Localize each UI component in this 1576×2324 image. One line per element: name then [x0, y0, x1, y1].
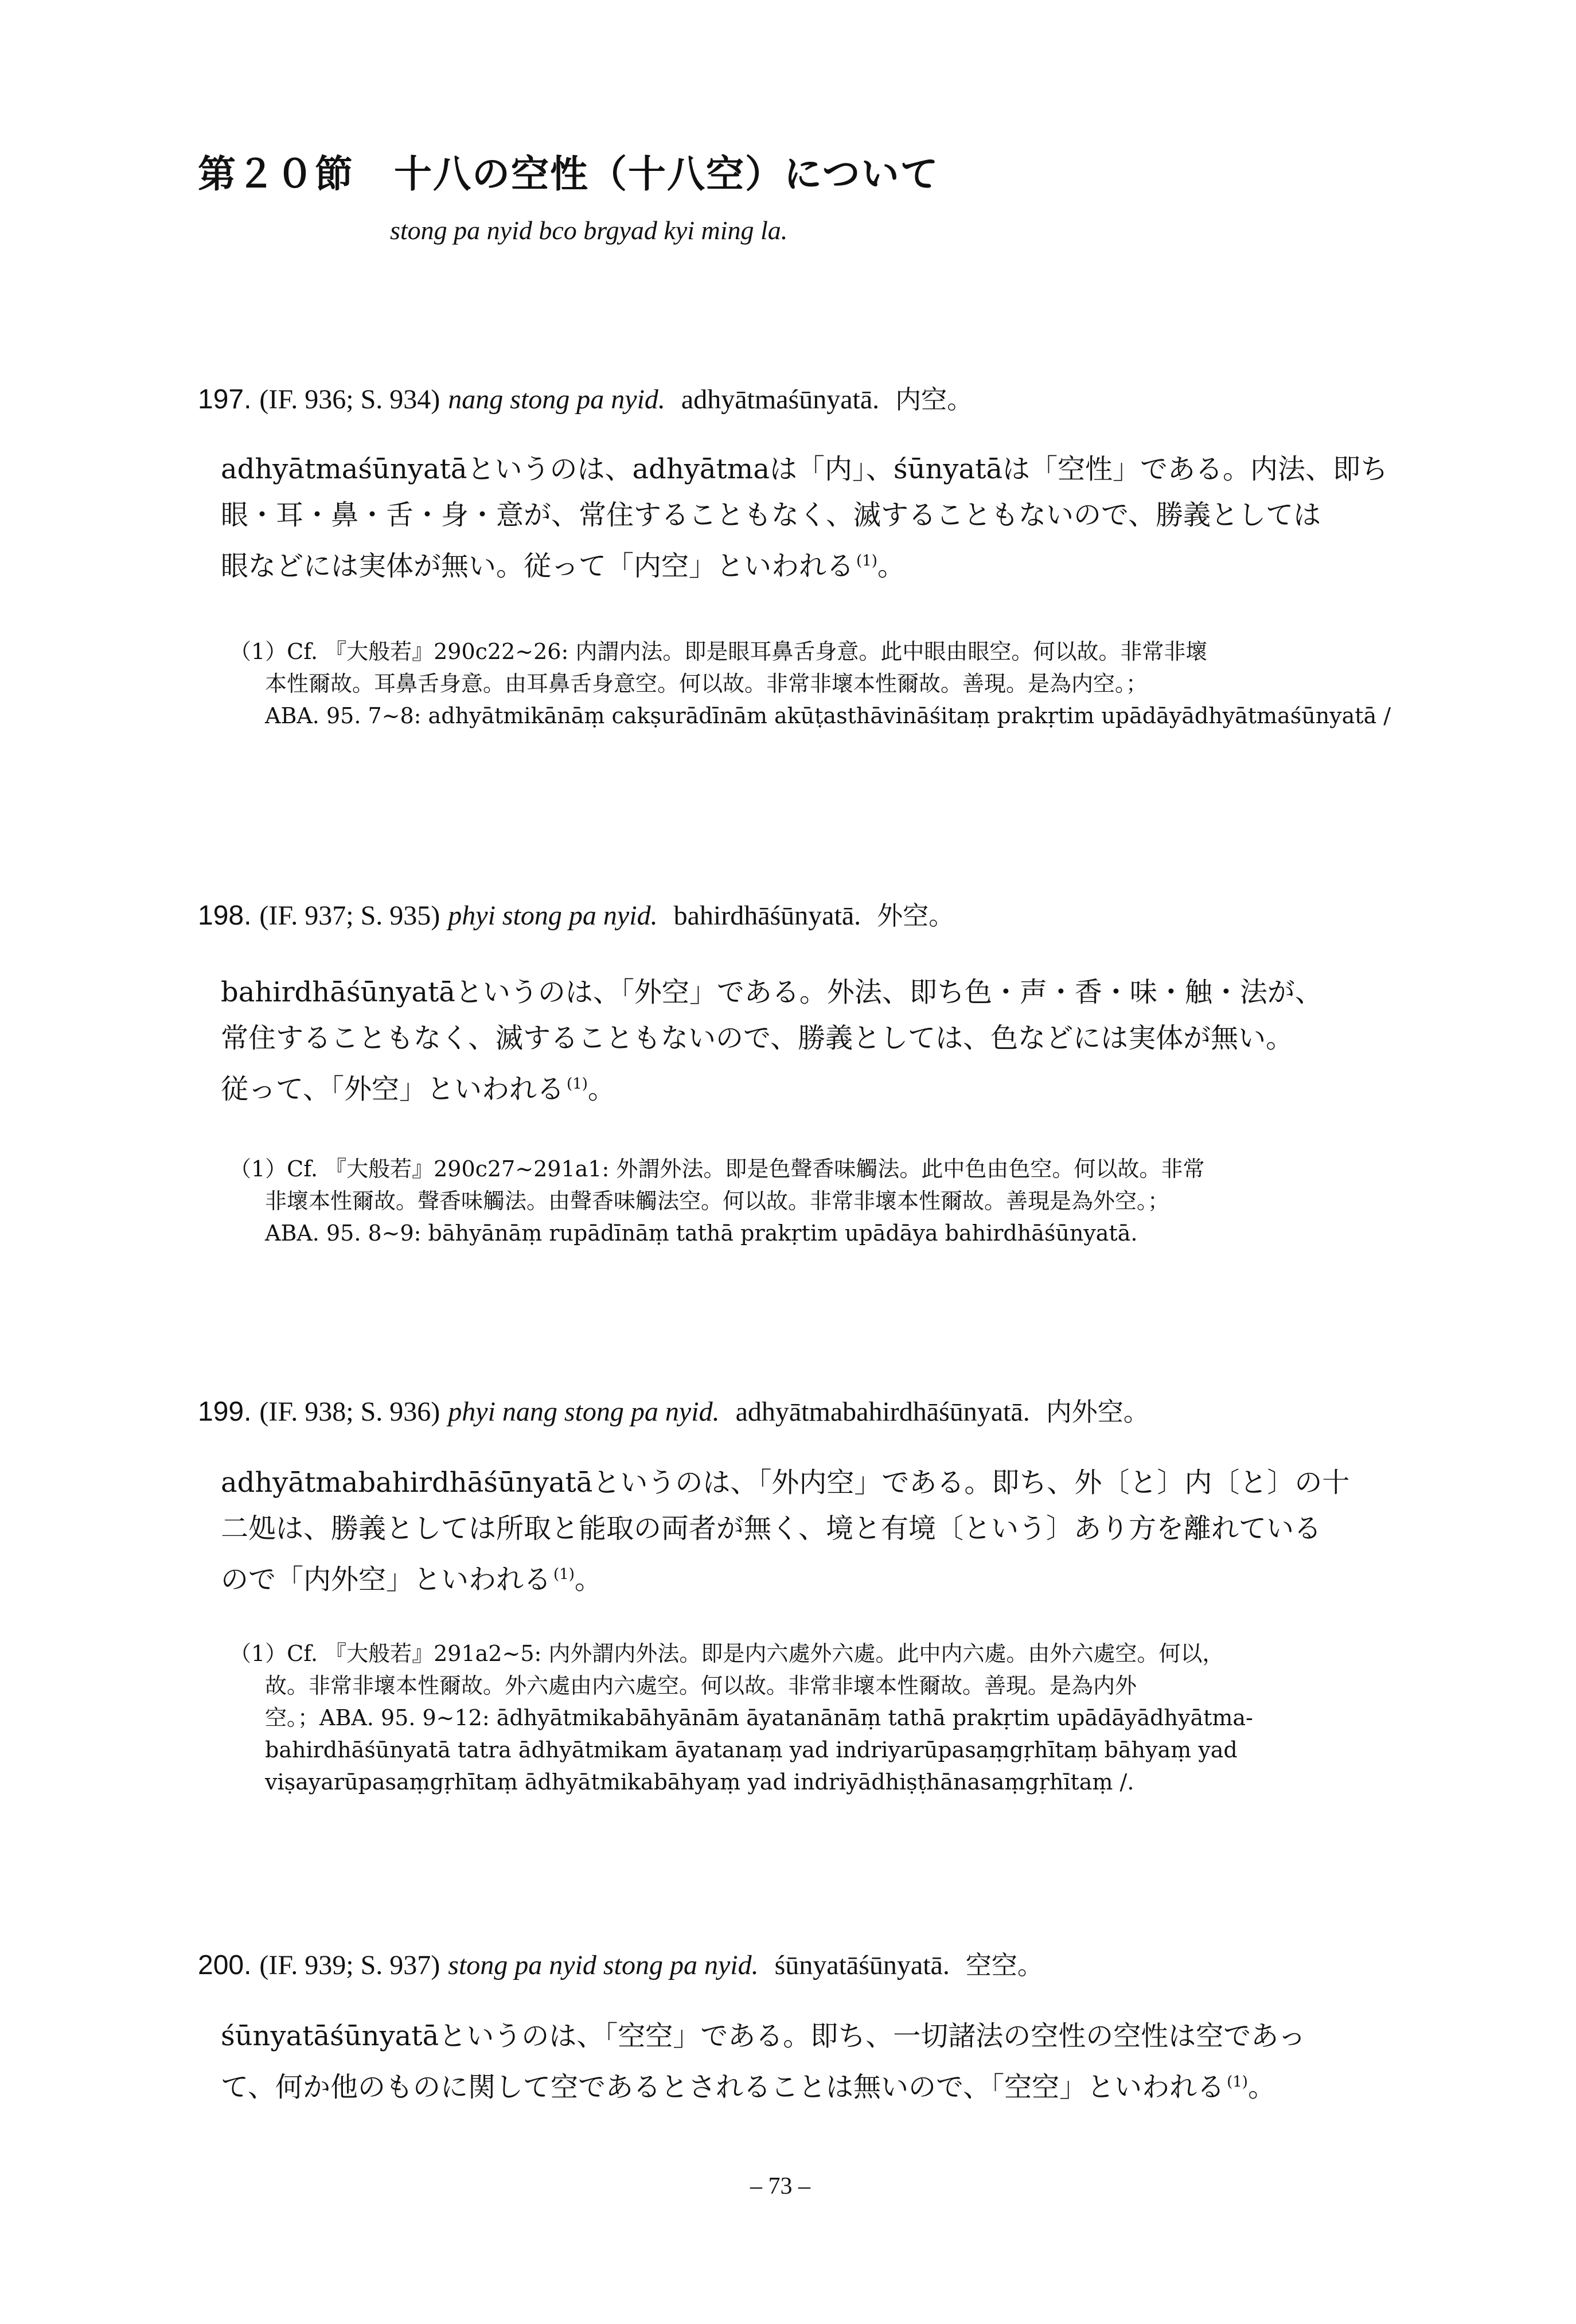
entry-body [221, 2013, 1414, 2105]
body-line: て、何か他のものに関して空であるとされることは無いので、「空空」といわれる $^{(1)}$。 [221, 2071, 1275, 2103]
entry-tibetan: nang stong pa nyid. [448, 384, 665, 415]
footnote-line: ABA. 95. 7~8: adhyātmikānāṃ cakṣurādīnām akūṭasthāvināśitaṃ prakṛtim upādāyādhyātmaśūnyatā / [265, 703, 1391, 728]
body-line: 二処は、勝義としては所取と能取の両者が無く、境と有境〔という〕あり方を離れている [221, 1512, 1322, 1545]
entry-heading [198, 895, 954, 932]
body-line: adhyātmaśūnyatāというのは、adhyātmaは「内」、śūnyatāは「空性」である。内法、即ち [221, 453, 1388, 485]
footnote-marker: (1) [567, 1075, 588, 1093]
footnote-line: 故。非常非壞本性爾故。外六處由内六處空。何以故。非常非壞本性爾故。善現。是為内外 [265, 1673, 1137, 1698]
footnote [229, 1637, 1411, 1798]
footnote-line: viṣayarūpasaṃgṛhītaṃ ādhyātmikabāhyaṃ yad indriyādhiṣṭhānasaṃgṛhītaṃ /. [265, 1769, 1134, 1795]
entry-tibetan: stong pa nyid stong pa nyid. [448, 1950, 759, 1980]
entry-reference: (IF. 936; S. 934) [259, 384, 440, 415]
footnote-line: （1）Cf. 『大般若』290c22~26: 内謂内法。即是眼耳鼻舌身意。此中眼由眼空。何以故。非常非壞 [229, 639, 1208, 664]
footnote-line: （1）Cf. 『大般若』291a2~5: 内外謂内外法。即是内六處外六處。此中内六處。由外六處空。何以， [229, 1641, 1224, 1666]
entry-chinese: 外空。 [877, 900, 955, 931]
entry-body [221, 1460, 1414, 1597]
entry-sanskrit: śūnyatāśūnyatā. [774, 1950, 950, 1980]
entry-chinese: 内外空。 [1046, 1397, 1149, 1427]
section-heading [198, 143, 939, 198]
entry-heading [198, 379, 973, 416]
entry-chinese: 内空。 [895, 384, 973, 415]
footnote-line: bahirdhāśūnyatā tatra ādhyātmikam āyatanaṃ yad indriyarūpasaṃgṛhītaṃ bāhyaṃ yad [265, 1737, 1238, 1763]
body-line: adhyātmabahirdhāśūnyatāというのは、「外内空」である。即ち、外〔と〕内〔と〕の十 [221, 1467, 1350, 1499]
entry-sanskrit: bahirdhāśūnyatā. [673, 900, 861, 931]
footnote [229, 635, 1411, 732]
entry-tibetan: phyi stong pa nyid. [448, 900, 658, 931]
footnote-line: ABA. 95. 8~9: bāhyānāṃ rupādīnāṃ tathā prakṛtim upādāya bahirdhāśūnyatā. [265, 1221, 1138, 1246]
entry-number: 198. [198, 900, 252, 931]
body-line: 常住することもなく、滅することもないので、勝義としては、色などには実体が無い。 [221, 1022, 1294, 1054]
entry-reference: (IF. 938; S. 936) [259, 1397, 440, 1427]
page-number: – 73 – [750, 2173, 810, 2200]
entry-body [221, 969, 1414, 1107]
entry-sanskrit: adhyātmabahirdhāśūnyatā. [735, 1397, 1030, 1427]
entry-body [221, 446, 1414, 584]
body-line: śūnyatāśūnyatāというのは、「空空」である。即ち、一切諸法の空性の空性は空であっ [221, 2020, 1306, 2052]
section-number: 第２０節 [198, 151, 354, 196]
section-subtitle: stong pa nyid bco brgyad kyi ming la. [390, 216, 788, 245]
footnote-line: （1）Cf. 『大般若』290c27~291a1: 外謂外法。即是色聲香味觸法。此中色由色空。何以故。非常 [229, 1156, 1205, 1182]
footnote-marker: (1) [1227, 2073, 1248, 2091]
footnote-line: 本性爾故。耳鼻舌身意。由耳鼻舌身意空。何以故。非常非壞本性爾故。善現。是為内空。； [265, 671, 1148, 696]
entry-reference: (IF. 937; S. 935) [259, 900, 440, 931]
entry-number: 199. [198, 1397, 252, 1427]
entry-tibetan: phyi nang stong pa nyid. [448, 1397, 720, 1427]
body-line: 眼などには実体が無い。従って「内空」といわれる $^{(1)}$。 [221, 550, 905, 582]
footnote-line: 非壞本性爾故。聲香味觸法。由聲香味觸法空。何以故。非常非壞本性爾故。善現是為外空。； [265, 1188, 1170, 1214]
entry-heading [198, 1391, 1149, 1428]
entry-number: 200. [198, 1950, 252, 1980]
entry-heading [198, 1944, 1043, 1982]
section-title: 十八の空性（十八空）について [394, 151, 939, 196]
footnote-marker: (1) [553, 1566, 575, 1583]
entry-sanskrit: adhyātmaśūnyatā. [681, 384, 880, 415]
body-line: bahirdhāśūnyatāというのは、「外空」である。外法、即ち色・声・香・味・触・法が、 [221, 976, 1323, 1008]
entry-chinese: 空空。 [965, 1950, 1043, 1980]
entry-reference: (IF. 939; S. 937) [259, 1950, 440, 1980]
footnote-marker: (1) [856, 552, 877, 570]
footnote-line: 空。；ABA. 95. 9~12: ādhyātmikabāhyānām āyatanānāṃ tathā prakṛtim upādāyādhyātma- [265, 1705, 1253, 1730]
entry-number: 197. [198, 384, 252, 415]
body-line: 眼・耳・鼻・舌・身・意が、常住することもなく、滅することもないので、勝義としては [221, 499, 1321, 531]
footnote [229, 1153, 1411, 1249]
body-line: 従って、「外空」といわれる $^{(1)}$。 [221, 1073, 615, 1105]
body-line: ので「内外空」といわれる $^{(1)}$。 [221, 1563, 602, 1596]
